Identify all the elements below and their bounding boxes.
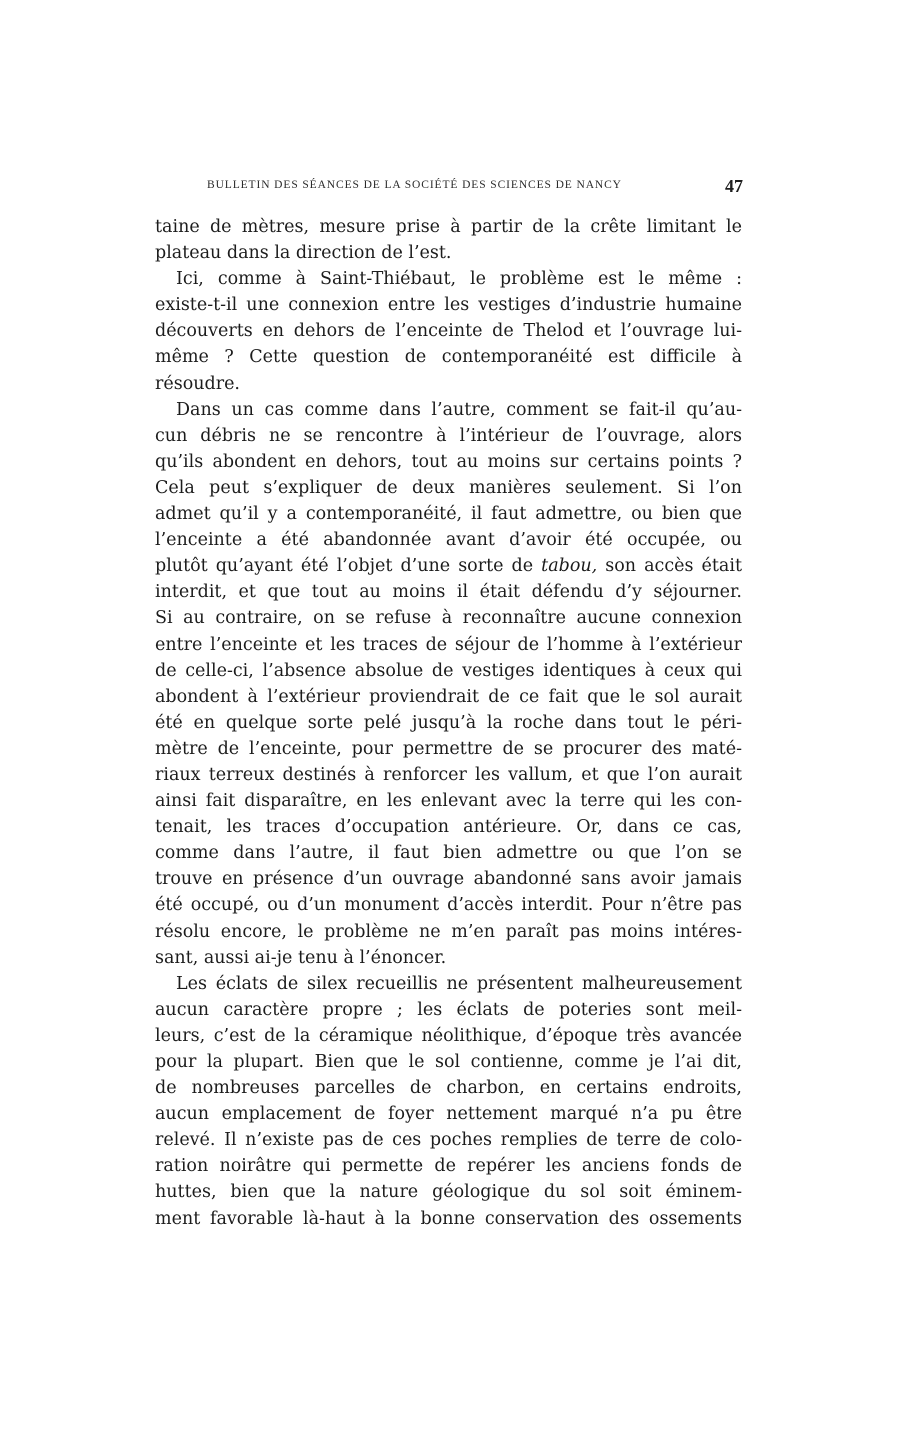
text-line: aucun emplacement de foyer nettement marqué n’a pu être	[155, 1104, 742, 1125]
text-line: admet qu’il y a contemporanéité, il faut admettre, ou bien que	[155, 504, 742, 525]
text-line: l’enceinte a été abandonnée avant d’avoir été occupée, ou	[155, 530, 742, 551]
text-line: plateau dans la direction de l’est.	[155, 243, 452, 264]
text-line: Cela peut s’expliquer de deux manières seulement. Si l’on	[155, 477, 742, 498]
text-line: découverts en dehors de l’enceinte de Thelod et l’ouvrage lui-	[155, 321, 742, 342]
text-line: résoudre.	[155, 373, 240, 394]
text-line: leurs, c’est de la céramique néolithique, d’époque très avancée	[155, 1025, 742, 1046]
text-line: aucun caractère propre ; les éclats de poteries sont meil-	[155, 999, 742, 1020]
text-line: ration noirâtre qui permette de repérer les anciens fonds de	[155, 1156, 742, 1177]
text-line: mètre de l’enceinte, pour permettre de se procurer des maté-	[155, 738, 742, 759]
running-header	[155, 176, 743, 198]
text-line: pour la plupart. Bien que le sol contienne, comme je l’ai dit,	[155, 1052, 742, 1072]
text-line: interdit, et que tout au moins il était défendu d’y séjourner.	[155, 582, 742, 603]
text-line: taine de mètres, mesure prise à partir de la crête limitant le	[155, 217, 742, 237]
italic-word: tabou,	[541, 556, 598, 577]
text-segment: son accès était	[597, 556, 742, 577]
text-line: Les éclats de silex recueillis ne présentent malheureusement	[176, 973, 742, 994]
text-line: comme dans l’autre, il faut bien admettre ou que l’on se	[155, 843, 742, 864]
text-line: de celle-ci, l’absence absolue de vestiges identiques à ceux qui	[155, 660, 742, 681]
body-text	[155, 214, 742, 1232]
text-line: Ici, comme à Saint-Thiébaut, le problème est le même :	[176, 269, 742, 290]
text-line: même ? Cette question de contemporanéité est difficile à	[155, 347, 742, 368]
text-line: entre l’enceinte et les traces de séjour de l’homme à l’extérieur	[155, 634, 742, 655]
text-line: ainsi fait disparaître, en les enlevant avec la terre qui les con-	[155, 791, 742, 812]
text-line: riaux terreux destinés à renforcer les vallum, et que l’on aurait	[155, 764, 742, 785]
text-line: tenait, les traces d’occupation antérieure. Or, dans ce cas,	[155, 817, 742, 838]
text-line: sant, aussi ai-je tenu à l’énoncer.	[155, 947, 447, 968]
text-line: existe-t-il une connexion entre les vestiges d’industrie humaine	[155, 295, 742, 316]
text-line: abondent à l’extérieur proviendrait de ce fait que le sol aurait	[155, 686, 742, 707]
text-line: été en quelque sorte pelé jusqu’à la roche dans tout le péri-	[155, 712, 742, 733]
text-line: cun débris ne se rencontre à l’intérieur de l’ouvrage, alors	[155, 425, 742, 446]
text-line: Si au contraire, on se refuse à reconnaître aucune connexion	[155, 608, 742, 629]
page-number: 47	[725, 176, 743, 196]
text-line: Dans un cas comme dans l’autre, comment se fait-il qu’au-	[176, 399, 742, 420]
text-line: ment favorable là-haut à la bonne conservation des ossements	[155, 1208, 742, 1229]
text-line: été occupé, ou d’un monument d’accès interdit. Pour n’être pas	[155, 895, 742, 916]
text-line: relevé. Il n’existe pas de ces poches remplies de terre de colo-	[155, 1130, 742, 1151]
running-title: BULLETIN DES SÉANCES DE LA SOCIÉTÉ DES SCIENCES DE NANCY	[207, 179, 622, 191]
text-line: de nombreuses parcelles de charbon, en certains endroits,	[155, 1078, 742, 1099]
text-line: résolu encore, le problème ne m’en paraît pas moins intéres-	[155, 921, 742, 942]
text-line	[155, 553, 742, 579]
text-line: huttes, bien que la nature géologique du sol soit éminem-	[155, 1182, 742, 1203]
text-line: trouve en présence d’un ouvrage abandonné sans avoir jamais	[155, 869, 742, 890]
text-line: qu’ils abondent en dehors, tout au moins sur certains points ?	[155, 451, 742, 472]
text-segment: plutôt qu’ayant été l’objet d’une sorte de	[155, 556, 542, 577]
